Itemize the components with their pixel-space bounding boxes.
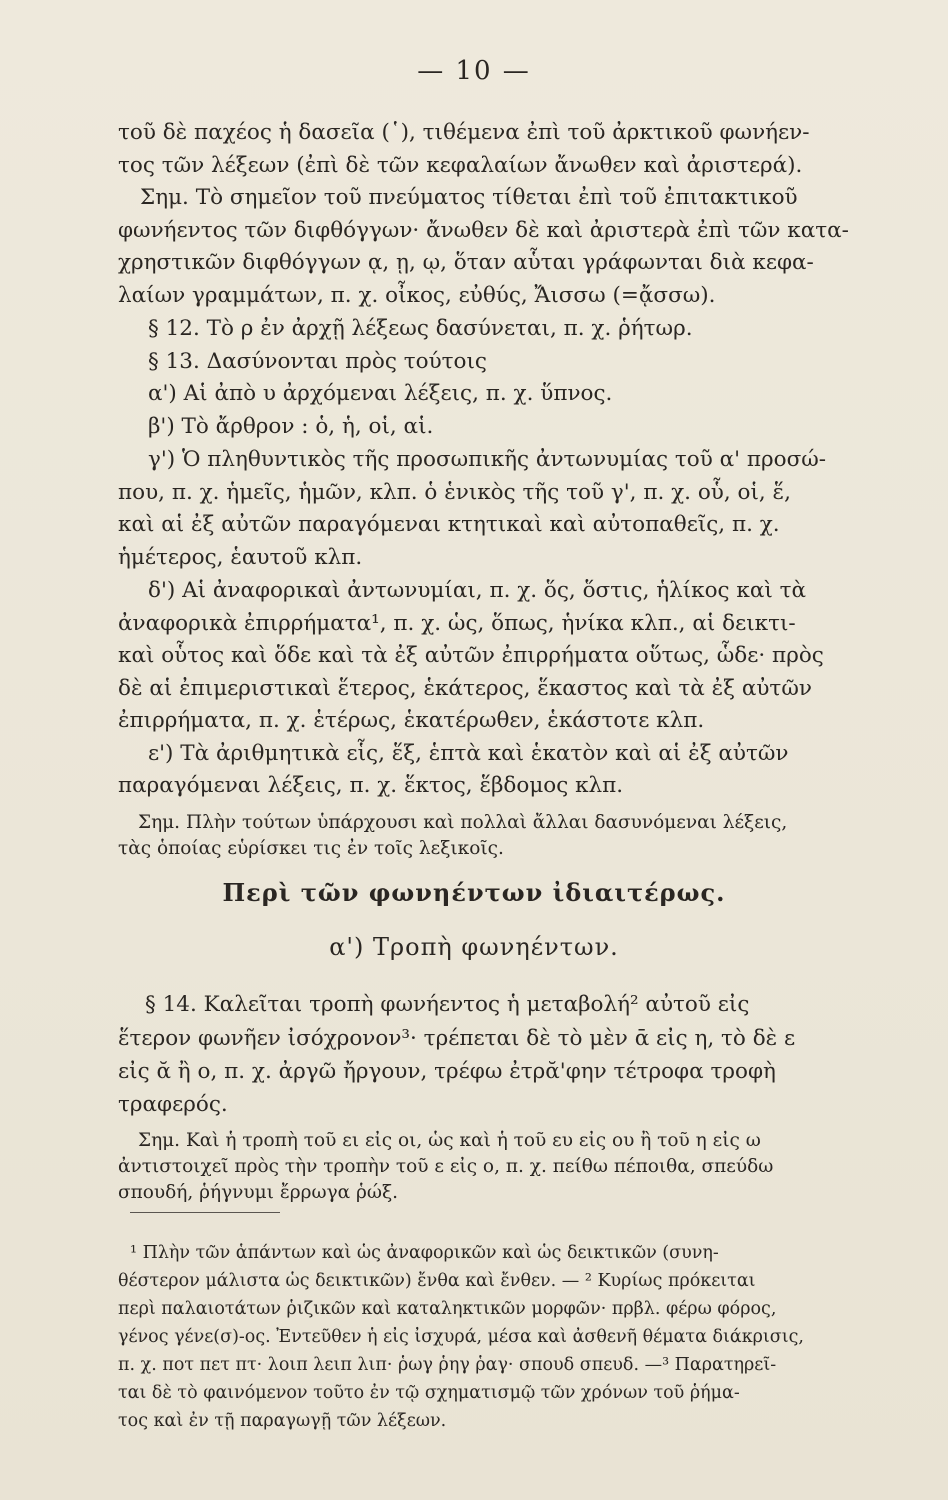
footnote-line: ται δὲ τὸ φαινόμενον τοῦτο ἐν τῷ σχηματισμῷ τῶν χρόνων τοῦ ῥήμα- (118, 1383, 740, 1403)
note-line: Σημ. Καὶ ἡ τροπὴ τοῦ ει εἰς οι, ὡς καὶ ἡ τοῦ ευ εἰς ου ἢ τοῦ η εἰς ω (138, 1130, 761, 1151)
text-line: χρηστικῶν διφθόγγων ᾳ, ῃ, ῳ, ὅταν αὗται γράφωνται διὰ κεφα- (118, 250, 814, 275)
text-line: καὶ αἱ ἐξ αὐτῶν παραγόμεναι κτητικαὶ καὶ αὐτοπαθεῖς, π. χ. (118, 512, 780, 537)
text-line: παραγόμεναι λέξεις, π. χ. ἕκτος, ἕβδομος κλπ. (118, 773, 624, 798)
footnote-divider (130, 1212, 280, 1213)
footnote-line: τος καὶ ἐν τῇ παραγωγῇ τῶν λέξεων. (118, 1411, 447, 1431)
footnote-line: γένος γένε(σ)-ος. Ἐντεῦθεν ἡ εἰς ἰσχυρά, μέσα καὶ ἀσθενῆ θέματα διάκρισις, (118, 1327, 804, 1347)
subheading: α') Τροπὴ φωνηέντων. (329, 933, 619, 961)
footnote-line: π. χ. ποτ πετ πτ· λοιπ λειπ λιπ· ῥωγ ῥηγ ῥαγ· σπουδ σπευδ. —³ Παρατηρεῖ- (118, 1355, 777, 1375)
footnote-line: ¹ Πλὴν τῶν ἁπάντων καὶ ὡς ἀναφορικῶν καὶ ὡς δεικτικῶν (συνη- (130, 1243, 719, 1263)
text-line: ἕτερον φωνῆεν ἰσόχρονον³· τρέπεται δὲ τὸ μὲν ᾱ εἰς η, τὸ δὲ ε (118, 1026, 796, 1051)
text-line: εἰς ᾰ ἢ ο, π. χ. ἀργῶ ἤργουν, τρέφω ἐτρᾰ'φην τέτροφα τροφὴ (118, 1059, 776, 1084)
footnote-line: θέστερον μάλιστα ὡς δεικτικῶν) ἔνθα καὶ ἔνθεν. — ² Κυρίως πρόκειται (118, 1271, 756, 1291)
text-line: δ') Αἱ ἀναφορικαὶ ἀντωνυμίαι, π. χ. ὅς, ὅστις, ἡλίκος καὶ τὰ (148, 578, 807, 603)
text-line: § 12. Τὸ ρ ἐν ἀρχῇ λέξεως δασύνεται, π. χ. ῥήτωρ. (148, 316, 693, 341)
text-line: τος τῶν λέξεων (ἐπὶ δὲ τῶν κεφαλαίων ἄνωθεν καὶ ἀριστερά). (118, 153, 803, 178)
note-line: τὰς ὁποίας εὑρίσκει τις ἐν τοῖς λεξικοῖς. (118, 838, 504, 859)
section-heading: Περὶ τῶν φωνηέντων ἰδιαιτέρως. (222, 878, 726, 907)
note-line: ἀντιστοιχεῖ πρὸς τὴν τροπὴν τοῦ ε εἰς ο, π. χ. πείθω πέποιθα, σπεύδω (118, 1156, 774, 1177)
text-line: ἀναφορικὰ ἐπιρρήματα¹, π. χ. ὡς, ὅπως, ἡνίκα κλπ., αἱ δεικτι- (118, 611, 796, 636)
note-line: Σημ. Πλὴν τούτων ὑπάρχουσι καὶ πολλαὶ ἄλλαι δασυνόμεναι λέξεις, (138, 812, 788, 833)
text-line: που, π. χ. ἡμεῖς, ἡμῶν, κλπ. ὁ ἑνικὸς τῆς τοῦ γ', π. χ. οὗ, οἱ, ἕ, (118, 480, 791, 505)
text-line: τραφερός. (118, 1092, 228, 1117)
note-line: σπουδή, ῥήγνυμι ἔρρωγα ῥώξ. (118, 1182, 399, 1203)
text-line: γ') Ὁ πληθυντικὸς τῆς προσωπικῆς ἀντωνυμίας τοῦ α' προσώ- (148, 447, 827, 472)
text-line: ἡμέτερος, ἑαυτοῦ κλπ. (118, 545, 363, 570)
footnote-line: περὶ παλαιοτάτων ῥιζικῶν καὶ καταληκτικῶν μορφῶν· πρβλ. φέρω φόρος, (118, 1299, 777, 1319)
text-line: β') Τὸ ἄρθρον : ὁ, ἡ, οἱ, αἱ. (148, 414, 434, 439)
text-line: α') Αἱ ἀπὸ υ ἀρχόμεναι λέξεις, π. χ. ὕπνος. (148, 381, 613, 406)
text-line: φωνήεντος τῶν διφθόγγων· ἄνωθεν δὲ καὶ ἀριστερὰ ἐπὶ τῶν κατα- (118, 218, 849, 243)
text-line: ε') Τὰ ἀριθμητικὰ εἷς, ἕξ, ἑπτὰ καὶ ἑκατὸν καὶ αἱ ἐξ αὐτῶν (148, 741, 789, 766)
text-line: ἐπιρρήματα, π. χ. ἑτέρως, ἑκατέρωθεν, ἑκάστοτε κλπ. (118, 708, 705, 733)
text-line: λαίων γραμμάτων, π. χ. οἶκος, εὐθύς, Ἄισσω (=ᾄσσω). (118, 283, 716, 308)
text-line: § 13. Δασύνονται πρὸς τούτοις (148, 349, 487, 374)
text-line: καὶ οὗτος καὶ ὅδε καὶ τὰ ἐξ αὐτῶν ἐπιρρήματα οὕτως, ὧδε· πρὸς (118, 643, 824, 668)
text-line: § 14. Καλεῖται τροπὴ φωνήεντος ἡ μεταβολή² αὐτοῦ εἰς (145, 992, 750, 1017)
text-line: Σημ. Τὸ σημεῖον τοῦ πνεύματος τίθεται ἐπὶ τοῦ ἐπιτακτικοῦ (140, 185, 798, 210)
text-line: τοῦ δὲ παχέος ἡ δασεῖα (῾), τιθέμενα ἐπὶ τοῦ ἀρκτικοῦ φωνήεν- (118, 120, 810, 145)
page-number: — 10 — (417, 56, 531, 86)
text-line: δὲ αἱ ἐπιμεριστικαὶ ἕτερος, ἑκάτερος, ἕκαστος καὶ τὰ ἐξ αὐτῶν (118, 676, 812, 701)
